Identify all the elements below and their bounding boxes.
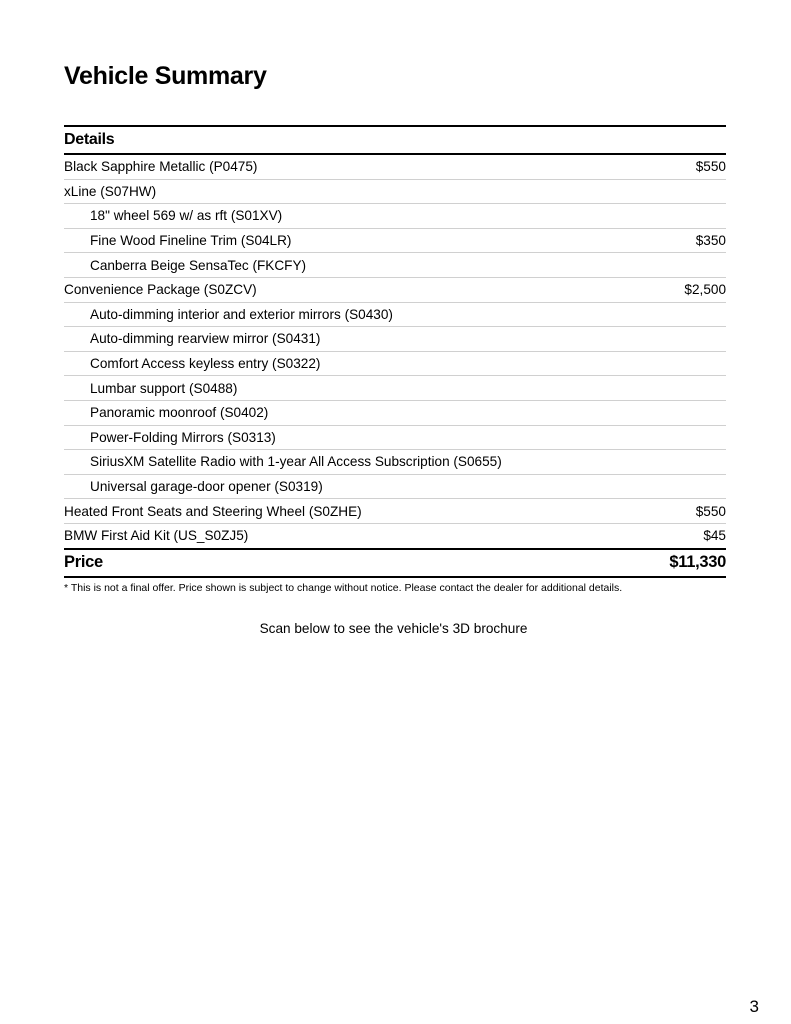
option-label: Lumbar support (S0488) xyxy=(90,380,238,396)
option-label: 18" wheel 569 w/ as rft (S01XV) xyxy=(90,208,283,224)
option-row xyxy=(64,426,726,451)
option-row xyxy=(64,278,726,303)
option-row xyxy=(64,253,726,278)
price-disclaimer: * This is not a final offer. Price shown is subject to change without notice. Please contact the dealer for additional details. xyxy=(64,581,623,594)
option-label: Comfort Access keyless entry (S0322) xyxy=(90,356,321,372)
option-label: BMW First Aid Kit (US_S0ZJ5) xyxy=(64,528,249,544)
option-row xyxy=(64,229,726,254)
brochure-scan-note: Scan below to see the vehicle's 3D brochure xyxy=(259,621,528,636)
option-label: Auto-dimming interior and exterior mirrors (S0430) xyxy=(90,306,393,322)
option-row xyxy=(64,180,726,205)
vehicle-summary-table xyxy=(64,125,726,594)
total-price-label: Price xyxy=(64,553,103,571)
option-row xyxy=(64,352,726,377)
total-price-value: $11,330 xyxy=(669,553,726,571)
option-label: Convenience Package (S0ZCV) xyxy=(64,282,257,298)
page-number: 3 xyxy=(749,997,759,1016)
option-row xyxy=(64,475,726,500)
option-label: Canberra Beige SensaTec (FKCFY) xyxy=(90,257,307,273)
option-row xyxy=(64,401,726,426)
option-price: $45 xyxy=(703,528,726,544)
option-row xyxy=(64,155,726,180)
option-label: Auto-dimming rearview mirror (S0431) xyxy=(90,331,321,347)
option-label: Power-Folding Mirrors (S0313) xyxy=(90,429,276,445)
total-bottom-rule xyxy=(64,576,726,578)
option-row xyxy=(64,524,726,548)
option-row xyxy=(64,376,726,401)
option-label: xLine (S07HW) xyxy=(64,183,157,199)
option-label: Panoramic moonroof (S0402) xyxy=(90,405,269,421)
page-title: Vehicle Summary xyxy=(64,62,267,90)
total-price-row xyxy=(64,550,726,576)
option-price: $550 xyxy=(695,503,726,519)
option-label: Fine Wood Fineline Trim (S04LR) xyxy=(90,233,292,249)
option-label: SiriusXM Satellite Radio with 1-year All Access Subscription (S0655) xyxy=(90,454,502,470)
option-label: Heated Front Seats and Steering Wheel (S0ZHE) xyxy=(64,503,362,519)
option-row xyxy=(64,450,726,475)
option-label: Black Sapphire Metallic (P0475) xyxy=(64,159,258,175)
option-price: $350 xyxy=(695,233,726,249)
option-row xyxy=(64,204,726,229)
option-list xyxy=(64,155,726,548)
details-heading: Details xyxy=(64,131,115,148)
option-price: $2,500 xyxy=(684,282,726,298)
option-price: $550 xyxy=(695,159,726,175)
option-row xyxy=(64,499,726,524)
option-row xyxy=(64,327,726,352)
option-row xyxy=(64,303,726,328)
option-label: Universal garage-door opener (S0319) xyxy=(90,479,323,495)
